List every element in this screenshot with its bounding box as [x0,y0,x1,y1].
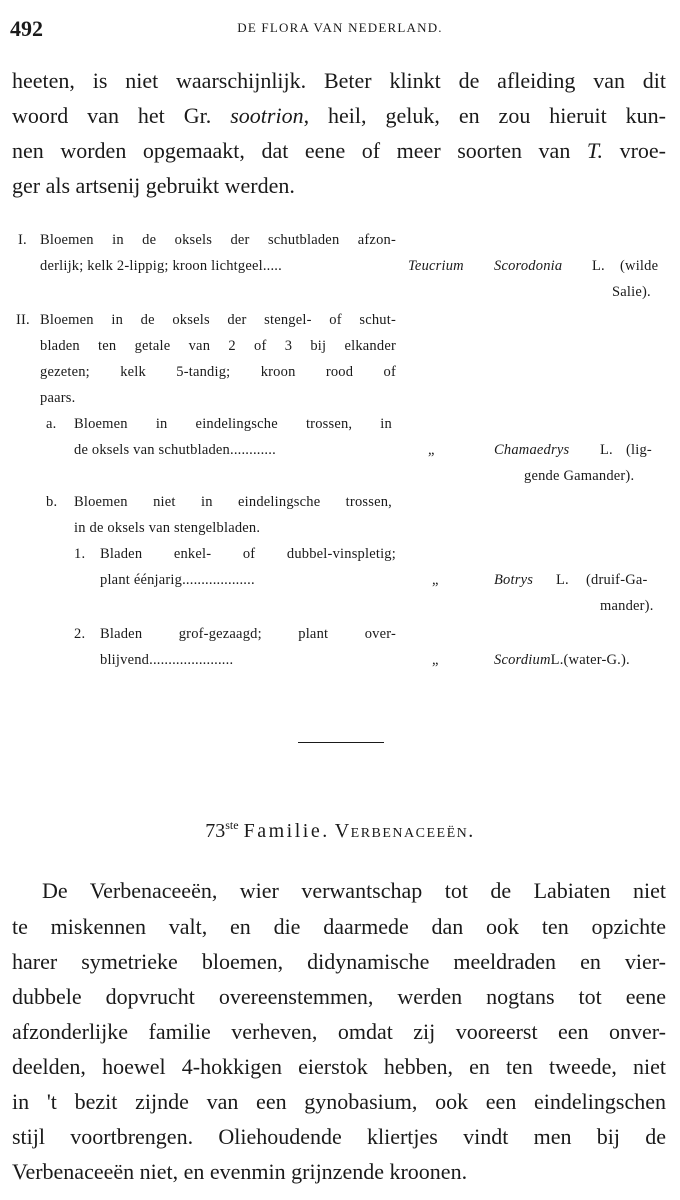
key-b1-species: Botrys [494,572,534,588]
key-b1-common-2: mander). [600,598,654,614]
key-b2-marker: 2. [74,626,86,642]
key-i-line-1: Bloemen in de oksels der schutbladen afzon- [40,232,396,248]
key-b2-line-1: Bladen grof-gezaagd; plant over- [100,626,396,642]
key-b1-ditto: „ [432,572,439,588]
key-a-ditto: „ [428,442,435,458]
key-ii-marker: II. [16,312,30,328]
body-line-7: in 't bezit zijnde van een gynobasium, ook een eindelingschen [12,1089,666,1114]
key-b-line-1: Bloemen niet in eindelingsche trossen, [74,494,392,510]
key-ii-line-3: gezeten; kelk 5-tandig; kroon rood of [40,364,396,380]
genus-abbrev: T. [586,138,603,163]
key-i-genus: Teucrium [408,258,464,274]
body-line-2: te miskennen valt, en die daarmede dan ook ten opzichte [12,914,666,939]
key-ii-line-4: paars. [40,390,76,406]
key-i-common-1: (wilde [620,258,659,274]
body-line-4: dubbele dopvrucht overeenstemmen, werden nogtans tot eene [12,984,666,1009]
key-ii-line-1: Bloemen in de oksels der stengel- of schut- [40,312,396,328]
key-a-common-1: (lig- [626,442,652,458]
key-b1-line-2: plant éénjarig................... [100,572,255,588]
key-b1-marker: 1. [74,546,86,562]
key-i-common-2: Salie). [612,284,651,300]
intro-line-3: nen worden opgemaakt, dat eene of meer soorten van T. vroe- [12,138,666,163]
key-a-line-2: de oksels van schutbladen............ [74,442,276,458]
key-b-marker: b. [46,494,58,510]
body-line-1: De Verbenaceeën, wier verwantschap tot de Labiaten niet [42,878,666,903]
greek-word: sootrion [230,103,304,128]
key-i-author: L. [592,258,605,274]
body-line-6: deelden, hoewel 4-hokkigen eierstok hebben, en ten tweede, niet [12,1054,666,1079]
key-b1-common-1: (druif-Ga- [586,572,648,588]
key-b2-species: ScordiumL.(water-G.). [494,652,630,668]
intro-line-4: ger als artsenij gebruikt werden. [12,173,295,198]
key-b2-line-2: blijvend...................... [100,652,234,668]
key-b-line-2: in de oksels van stengelbladen. [74,520,261,536]
running-head: DE FLORA VAN NEDERLAND. [237,20,443,35]
intro-line-1: heeten, is niet waarschijnlijk. Beter klinkt de afleiding van dit [12,68,666,93]
family-heading: 73ste Familie. Verbenaceeën. [205,818,475,842]
body-line-3: harer symetrieke bloemen, didynamische meeldraden en vier- [12,949,666,974]
key-b2-ditto: „ [432,652,439,668]
intro-line-2: woord van het Gr. sootrion, heil, geluk, en zou hieruit kun- [12,103,667,128]
key-b1-author: L. [556,572,569,588]
body-line-8: stijl voortbrengen. Oliehoudende kliertjes vindt men bij de [12,1124,666,1149]
key-ii-line-2: bladen ten getale van 2 of 3 bij elkander [40,338,396,354]
key-a-line-1: Bloemen in eindelingsche trossen, in [74,416,392,432]
key-a-species: Chamaedrys [494,442,570,458]
key-a-author: L. [600,442,613,458]
section-divider [298,742,384,743]
key-a-common-2: gende Gamander). [524,468,635,484]
key-i-marker: I. [18,232,27,248]
body-line-9: Verbenaceeën niet, en evenmin grijnzende kroonen. [12,1159,468,1184]
key-i-species: Scorodonia [494,258,563,274]
key-i-line-2: derlijk; kelk 2-lippig; kroon lichtgeel..... [40,258,282,274]
body-line-5: afzonderlijke familie verheven, omdat zij vooreerst een onver- [12,1019,666,1044]
key-a-marker: a. [46,416,57,432]
key-b1-line-1: Bladen enkel- of dubbel-vinspletig; [100,546,396,562]
page-number: 492 [10,16,43,41]
